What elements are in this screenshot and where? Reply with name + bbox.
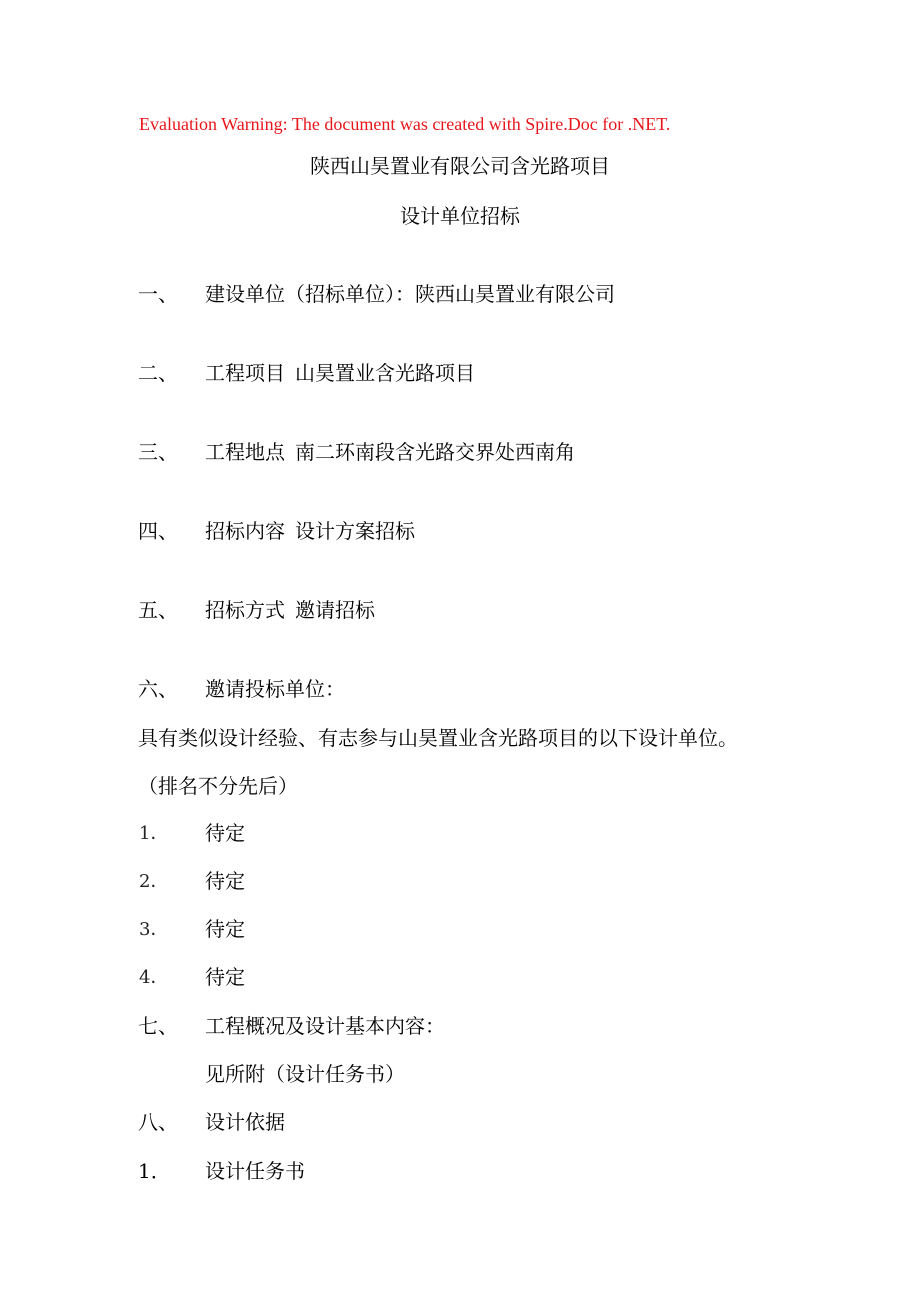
- section-value: 设计方案招标: [295, 519, 415, 543]
- list-item: 待定: [205, 869, 245, 893]
- evaluation-warning: Evaluation Warning: The document was created with Spire.Doc for .NET.: [139, 114, 671, 134]
- list-item: 设计任务书: [205, 1159, 305, 1183]
- section-line: [205, 515, 415, 544]
- section-label: 工程概况及设计基本内容：: [205, 1014, 445, 1038]
- rank-note: （排名不分先后）: [138, 774, 298, 798]
- section-label: 设计依据: [205, 1110, 285, 1134]
- section-label: 招标方式: [205, 598, 285, 622]
- list-item-number: 2．: [139, 871, 169, 892]
- list-item-number: 4．: [139, 967, 169, 988]
- list-item-number: 1．: [139, 823, 169, 844]
- document-subtitle: 设计单位招标: [400, 204, 520, 228]
- list-item: 待定: [205, 965, 245, 989]
- section-number: 七、: [138, 1014, 178, 1038]
- section-number: 六、: [138, 677, 178, 701]
- list-item-number: 3．: [139, 919, 169, 940]
- section-number: 四、: [138, 519, 178, 543]
- section-label: 招标内容: [205, 519, 285, 543]
- list-item: 待定: [205, 917, 245, 941]
- section-label: 工程项目: [205, 361, 285, 385]
- section-line: [205, 594, 375, 623]
- section-value: 山昊置业含光路项目: [295, 361, 475, 385]
- section-number: 八、: [138, 1110, 178, 1134]
- invite-description: 具有类似设计经验、有志参与山昊置业含光路项目的以下设计单位。: [138, 726, 738, 750]
- section-label: 工程地点: [205, 440, 285, 464]
- section-line: [205, 357, 475, 386]
- list-item: 待定: [205, 821, 245, 845]
- section-number: 五、: [138, 598, 178, 622]
- section-number: 三、: [138, 440, 178, 464]
- section-line: [205, 278, 615, 307]
- list-item-number: 1．: [138, 1159, 171, 1183]
- section-value: 南二环南段含光路交界处西南角: [295, 440, 575, 464]
- section-number: 二、: [138, 361, 178, 385]
- section-detail: 见所附（设计任务书）: [205, 1062, 405, 1086]
- section-label: 邀请投标单位：: [205, 677, 345, 701]
- section-value: 邀请招标: [295, 598, 375, 622]
- section-line: [205, 436, 575, 465]
- section-value: 陕西山昊置业有限公司: [415, 282, 615, 306]
- document-title: 陕西山昊置业有限公司含光路项目: [310, 154, 610, 178]
- section-number: 一、: [138, 282, 178, 306]
- section-label: 建设单位（招标单位）：: [205, 282, 415, 306]
